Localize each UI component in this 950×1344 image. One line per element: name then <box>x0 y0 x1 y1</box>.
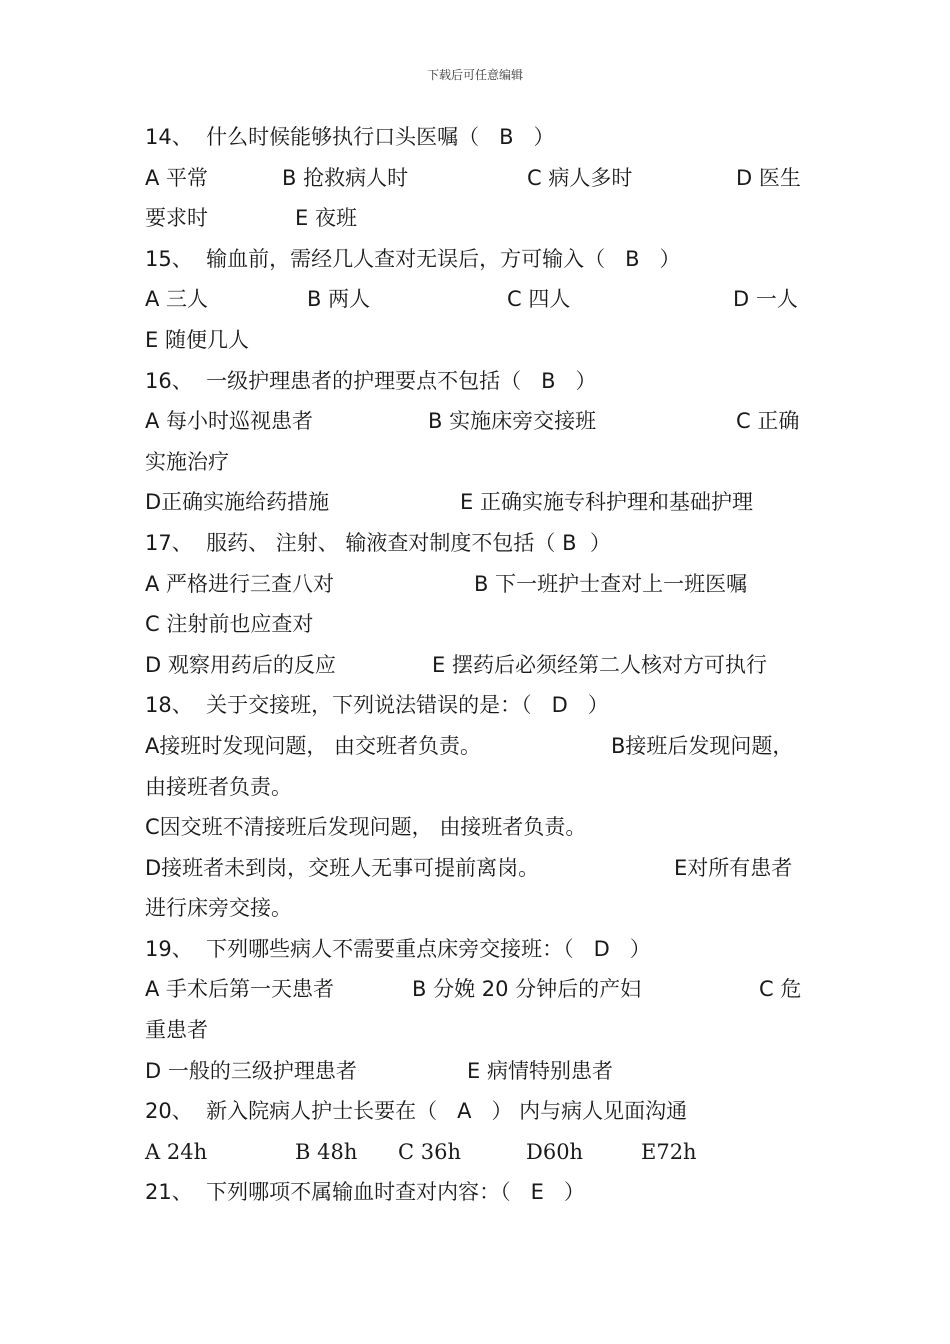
options-row: D正确实施给药措施 E 正确实施专科护理和基础护理 <box>145 490 753 515</box>
options-row: 实施治疗 <box>145 449 229 474</box>
options-row: A 三人 B 两人 C 四人 D 一人 <box>145 287 798 312</box>
question-list <box>145 117 807 1213</box>
options-row: C 注射前也应查对 <box>145 612 314 637</box>
options-row: D 观察用药后的反应 E 摆药后必须经第二人核对方可执行 <box>145 652 767 677</box>
options-row: A 手术后第一天患者 B 分娩 20 分钟后的产妇 C 危 <box>145 977 802 1002</box>
options-row: A 24h B 48h C 36h D60h E72h <box>145 1139 697 1164</box>
options-row: 要求时 E 夜班 <box>145 206 357 231</box>
options-row: 重患者 <box>145 1018 208 1043</box>
question-20: 20、 新入院病人护士长要在（ A ） 内与病人见面沟通 <box>145 1099 688 1124</box>
question-18: 18、 关于交接班，下列说法错误的是：（ D ） <box>145 693 609 718</box>
options-row: A 每小时巡视患者 B 实施床旁交接班 C 正确 <box>145 409 800 434</box>
question-17: 17、 服药、 注射、 输液查对制度不包括（ B ） <box>145 530 611 555</box>
options-row: A接班时发现问题， 由交班者负责。 B接班后发现问题， <box>145 733 794 758</box>
question-14: 14、 什么时候能够执行口头医嘱（ B ） <box>145 125 555 149</box>
question-21: 21、 下列哪项不属输血时查对内容：（ E ） <box>145 1180 585 1205</box>
options-row: C因交班不清接班后发现问题， 由接班者负责。 <box>145 815 587 840</box>
question-15: 15、 输血前，需经几人查对无误后，方可输入（ B ） <box>145 246 681 271</box>
options-row: A 严格进行三查八对 B 下一班护士查对上一班医嘱 <box>145 571 748 596</box>
options-row: D 一般的三级护理患者 E 病情特别患者 <box>145 1058 613 1083</box>
options-row: 由接班者负责。 <box>145 774 292 799</box>
options-row: 进行床旁交接。 <box>145 896 292 921</box>
options-row: A 平常 B 抢救病人时 C 病人多时 D 医生 <box>145 165 801 190</box>
question-19: 19、 下列哪些病人不需要重点床旁交接班：（ D ） <box>145 936 651 961</box>
options-row: E 随便几人 <box>145 327 249 352</box>
options-row: D接班者未到岗，交班人无事可提前离岗。 E对所有患者 <box>145 855 793 880</box>
question-16: 16、 一级护理患者的护理要点不包括（ B ） <box>145 368 597 393</box>
page-header: 下载后可任意编辑 <box>426 68 523 82</box>
